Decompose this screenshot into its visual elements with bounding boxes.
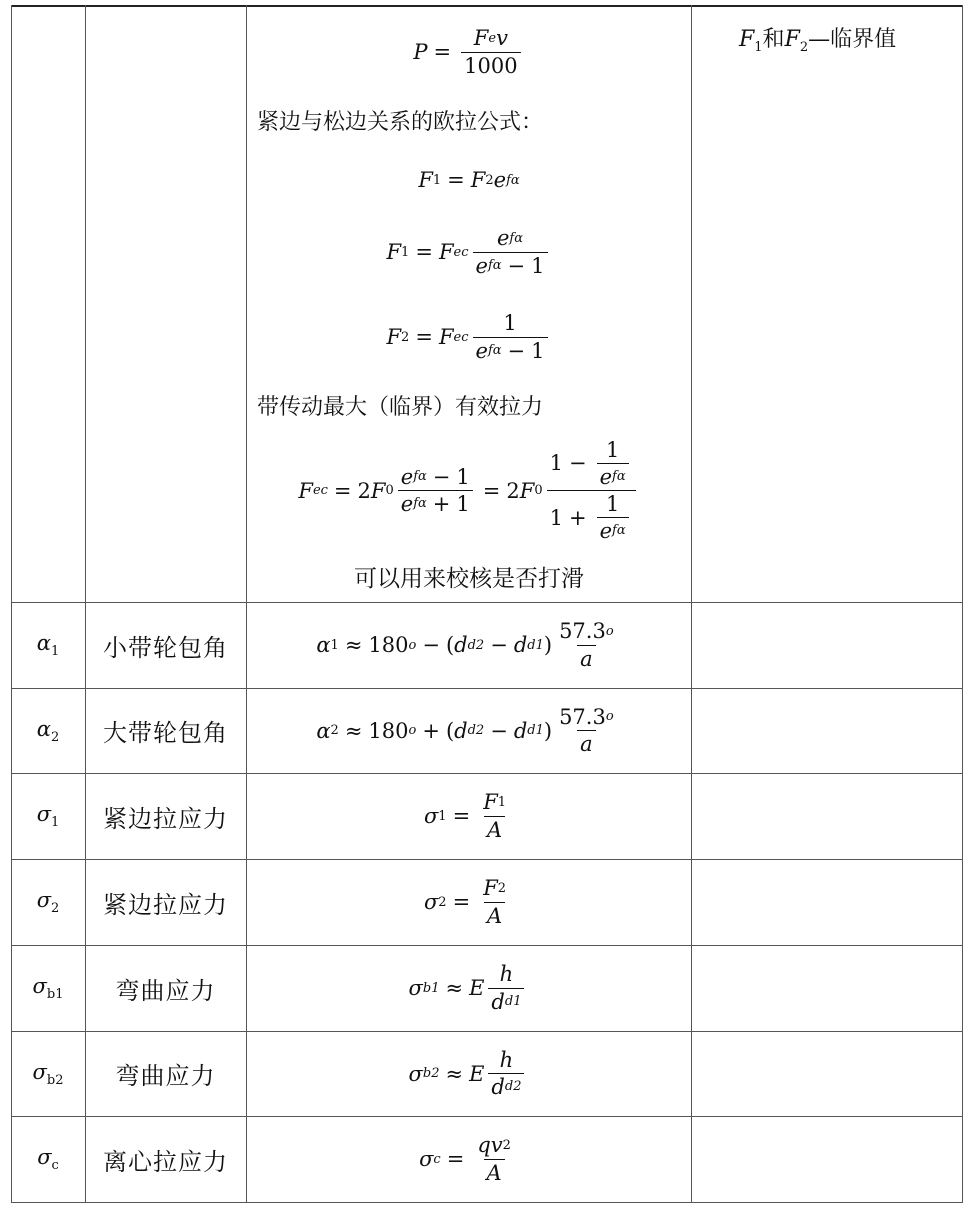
- symbol-alpha1: $\alpha_1$: [36, 631, 60, 659]
- name-sigma2: 紧边拉应力: [103, 890, 228, 919]
- check-slip-text: 可以用来校核是否打滑: [354, 566, 584, 592]
- symbol-sigma-b2: $\sigma_{b2}$: [32, 1059, 64, 1088]
- name-sigma-b1: 弯曲应力: [115, 976, 216, 1005]
- formula-alpha1: α 1 ≈ 180 o − ( d d2 − d d1 ) 57.3 o a: [316, 619, 614, 671]
- name-sigma-c: 离心拉应力: [103, 1147, 228, 1176]
- symbol-sigma-c: $\sigma_c$: [37, 1145, 59, 1173]
- formula-power: P = F e v 1000: [247, 17, 691, 87]
- formula-fec: F ec = 2 F 0 e fα − 1 e fα + 1 = 2 F 0 1 − 1 e fα 1 + 1 e fα: [247, 433, 691, 548]
- formula-euler: F 1 = F 2 e fα: [418, 168, 520, 192]
- formula-sigma-c: σ c = qv 2 A: [419, 1133, 511, 1185]
- col-divider: [691, 5, 692, 1203]
- name-sigma1: 紧边拉应力: [103, 804, 228, 833]
- table-bottom-border: [11, 1202, 963, 1203]
- formula-sigma2: σ 2 = F 2 A: [423, 876, 507, 928]
- formula-sigma-b2: σ b2 ≈ E h d d2: [246, 1031, 691, 1116]
- symbol-sigma1: $\sigma_1$: [36, 802, 60, 830]
- euler-heading: 紧边与松边关系的欧拉公式：: [257, 110, 544, 135]
- name-sigma-b2: 弯曲应力: [115, 1062, 216, 1090]
- symbol-sigma2: $\sigma_2$: [36, 888, 60, 916]
- max-pull-heading: 带传动最大（临界）有效拉力: [257, 395, 544, 420]
- formula-sigma-b1: σ b1 ≈ E h d d1: [246, 945, 691, 1031]
- formula-alpha2: α 2 ≈ 180 o + ( d d2 − d d1 ) 57.3 o a: [316, 704, 614, 756]
- formula-f2: F 2 = F ec 1 e fα − 1: [247, 302, 691, 372]
- name-alpha2: 大带轮包角: [103, 719, 228, 747]
- symbol-alpha2: $\alpha_2$: [36, 716, 60, 745]
- formula-f1: F 1 = F ec e fα e fα − 1: [247, 217, 691, 287]
- formula-sigma1: σ 1 = F 1 A: [423, 790, 507, 842]
- symbol-sigma-b1: $\sigma_{b1}$: [32, 974, 64, 1002]
- table-top-border: [11, 5, 963, 7]
- formula-table: [11, 5, 963, 1203]
- name-alpha1: 小带轮包角: [103, 633, 228, 662]
- critical-value-note: $F_1$和$F_2—$临界值: [739, 27, 897, 55]
- col-divider: [962, 5, 963, 1203]
